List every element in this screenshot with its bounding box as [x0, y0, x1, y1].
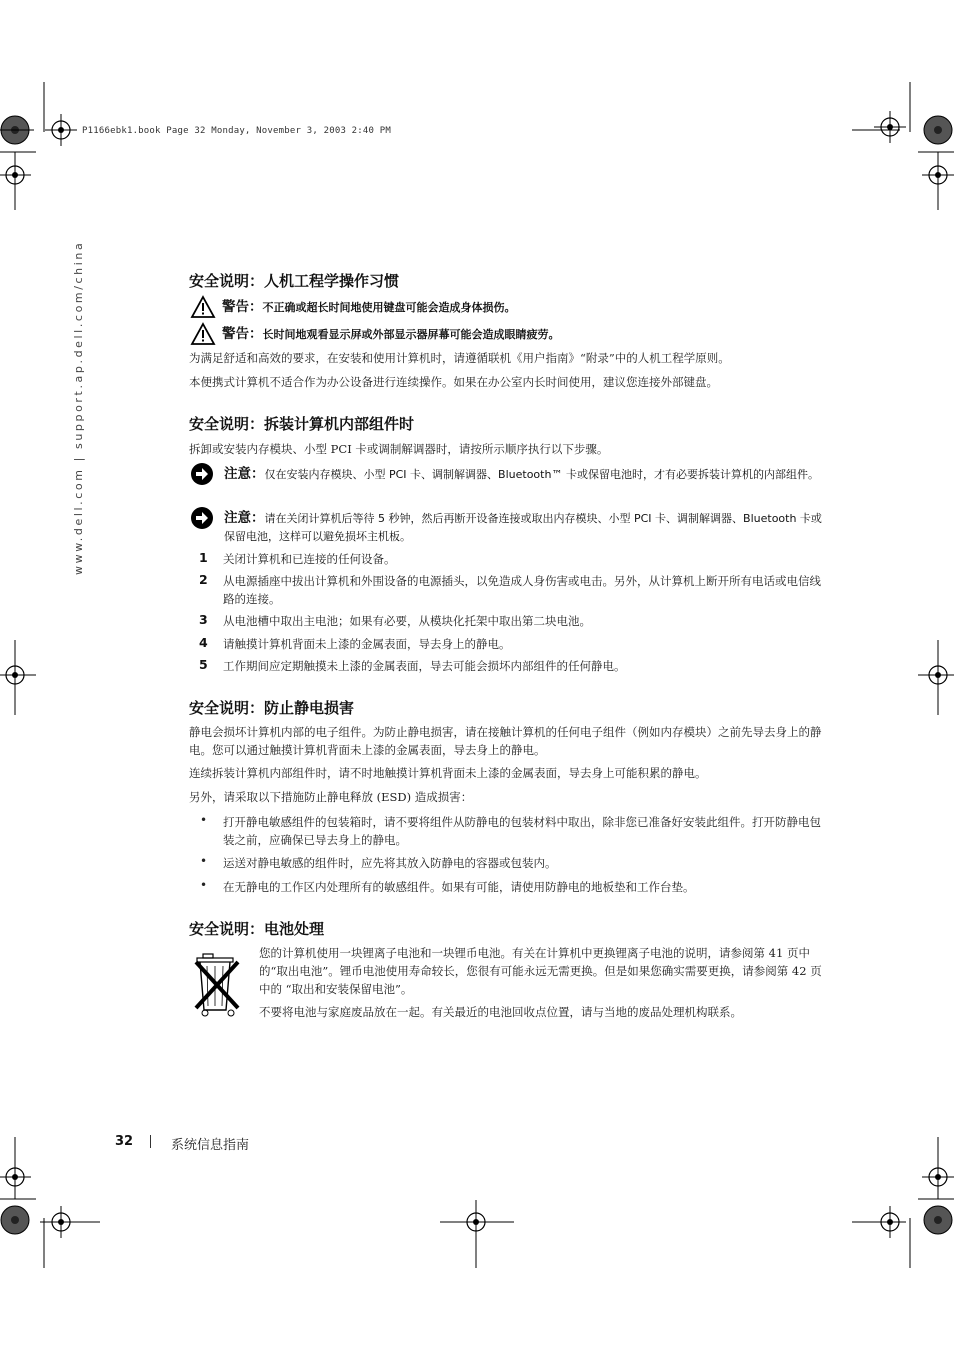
- step-number: 1: [199, 550, 208, 565]
- esd-para-2: 连续拆装计算机内部组件时，请不时地触摸计算机背面未上漆的金属表面，导去身上可能积累的静电。: [189, 766, 707, 780]
- battery-para-2: 不要将电池与家庭废品放在一起。有关最近的电池回收点位置，请与当地的废品处理机构联系。: [259, 1005, 742, 1019]
- esd-bullet-item: 运送对静电敏感的组件时，应先将其放入防静电的容器或包装内。: [223, 856, 557, 870]
- warning-1: [222, 298, 822, 317]
- step-text: 从电池槽中取出主电池；如果有必要，从模块化托架中取出第二块电池。: [223, 614, 591, 628]
- notice-2: [224, 509, 826, 546]
- section-title-esd: 安全说明：防止静电损害: [189, 699, 355, 717]
- working-inside-intro: 拆卸或安装内存模块、小型 PCI 卡或调制解调器时，请按所示顺序执行以下步骤。: [189, 442, 609, 456]
- step-number: 4: [199, 635, 208, 650]
- esd-para-1: 静电会损坏计算机内部的电子组件。为防止静电损害，请在接触计算机的任何电子组件（例如内存模块）之前先导去身上的静电。您可以通过触摸计算机背面未上漆的金属表面，导去身上的静电。: [189, 725, 822, 757]
- warning-label: 警告：: [222, 326, 263, 342]
- notice-label: 注意：: [224, 466, 265, 482]
- page-number: 32: [115, 1134, 134, 1149]
- step-number: 2: [199, 572, 208, 587]
- bullet-dot: •: [200, 813, 208, 827]
- warning-text: 不正确或超长时间地使用键盘可能会造成身体损伤。: [262, 301, 516, 314]
- battery-para-1: 您的计算机使用一块锂离子电池和一块锂币电池。有关在计算机中更换锂离子电池的说明，请参阅第 41 页中的“取出电池”。锂币电池使用寿命较长，您很有可能永远无需更换。但是如果您确实需要更换，请参阅第 42 页中的 “取出和安装保留电池”。: [259, 946, 822, 996]
- notice-text: 请在关闭计算机后等待 5 秒钟，然后再断开设备连接或取出内存模块、小型 PCI 卡、调制解调器、Bluetooth 卡或保留电池，这样可以避免损坏主机板。: [224, 512, 822, 543]
- step-text: 关闭计算机和已连接的任何设备。: [223, 552, 396, 566]
- notice-arrow-icon: [190, 506, 214, 530]
- footer-title: 系统信息指南: [171, 1138, 250, 1153]
- side-url: www.dell.com | support.ap.dell.com/china: [72, 240, 85, 575]
- esd-para-3: 另外，请采取以下措施防止静电释放 (ESD) 造成损害：: [189, 790, 473, 804]
- section-title-working-inside: 安全说明：拆装计算机内部组件时: [189, 415, 415, 433]
- section-title-battery: 安全说明：电池处理: [189, 920, 325, 938]
- ergonomics-para-2: 本便携式计算机不适合作为办公设备进行连续操作。如果在办公室内长时间使用，建议您连接外部键盘。: [189, 375, 718, 389]
- ergonomics-para-1: 为满足舒适和高效的要求，在安装和使用计算机时，请遵循联机《用户指南》“附录”中的人机工程学原则。: [189, 351, 730, 365]
- bullet-dot: •: [200, 878, 208, 892]
- warning-triangle-icon: [190, 295, 216, 319]
- footer-divider: [150, 1135, 151, 1148]
- esd-bullet-item: 打开静电敏感组件的包装箱时，请不要将组件从防静电的包装材料中取出，除非您已准备好安装此组件。打开防静电包装之前，应确保已导去身上的静电。: [223, 815, 821, 847]
- print-header: P1166ebk1.book Page 32 Monday, November 3, 2003 2:40 PM: [82, 126, 392, 136]
- notice-1: [224, 465, 826, 484]
- step-text: 请触摸计算机背面未上漆的金属表面，导去身上的静电。: [223, 637, 511, 651]
- warning-label: 警告：: [222, 299, 263, 315]
- step-number: 5: [199, 657, 208, 672]
- step-text: 工作期间应定期触摸未上漆的金属表面，导去可能会损坏内部组件的任何静电。: [223, 659, 626, 673]
- notice-text: 仅在安装内存模块、小型 PCI 卡、调制解调器、Bluetooth™ 卡或保留电池时，才有必要拆装计算机的内部组件。: [264, 468, 819, 481]
- section-title-ergonomics: 安全说明：人机工程学操作习惯: [189, 272, 400, 290]
- esd-bullet-item: 在无静电的工作区内处理所有的敏感组件。如果有可能，请使用防静电的地板垫和工作台垫。: [223, 880, 695, 894]
- step-text: 从电源插座中拔出计算机和外围设备的电源插头，以免造成人身伤害或电击。另外，从计算机上断开所有电话或电信线路的连接。: [223, 574, 821, 606]
- warning-2: [222, 325, 822, 344]
- crossed-bin-icon: [193, 950, 243, 1020]
- warning-text: 长时间地观看显示屏或外部显示器屏幕可能会造成眼睛疲劳。: [262, 328, 560, 341]
- bullet-dot: •: [200, 854, 208, 868]
- notice-label: 注意：: [224, 510, 265, 526]
- warning-triangle-icon: [190, 322, 216, 346]
- notice-arrow-icon: [190, 462, 214, 486]
- step-number: 3: [199, 612, 208, 627]
